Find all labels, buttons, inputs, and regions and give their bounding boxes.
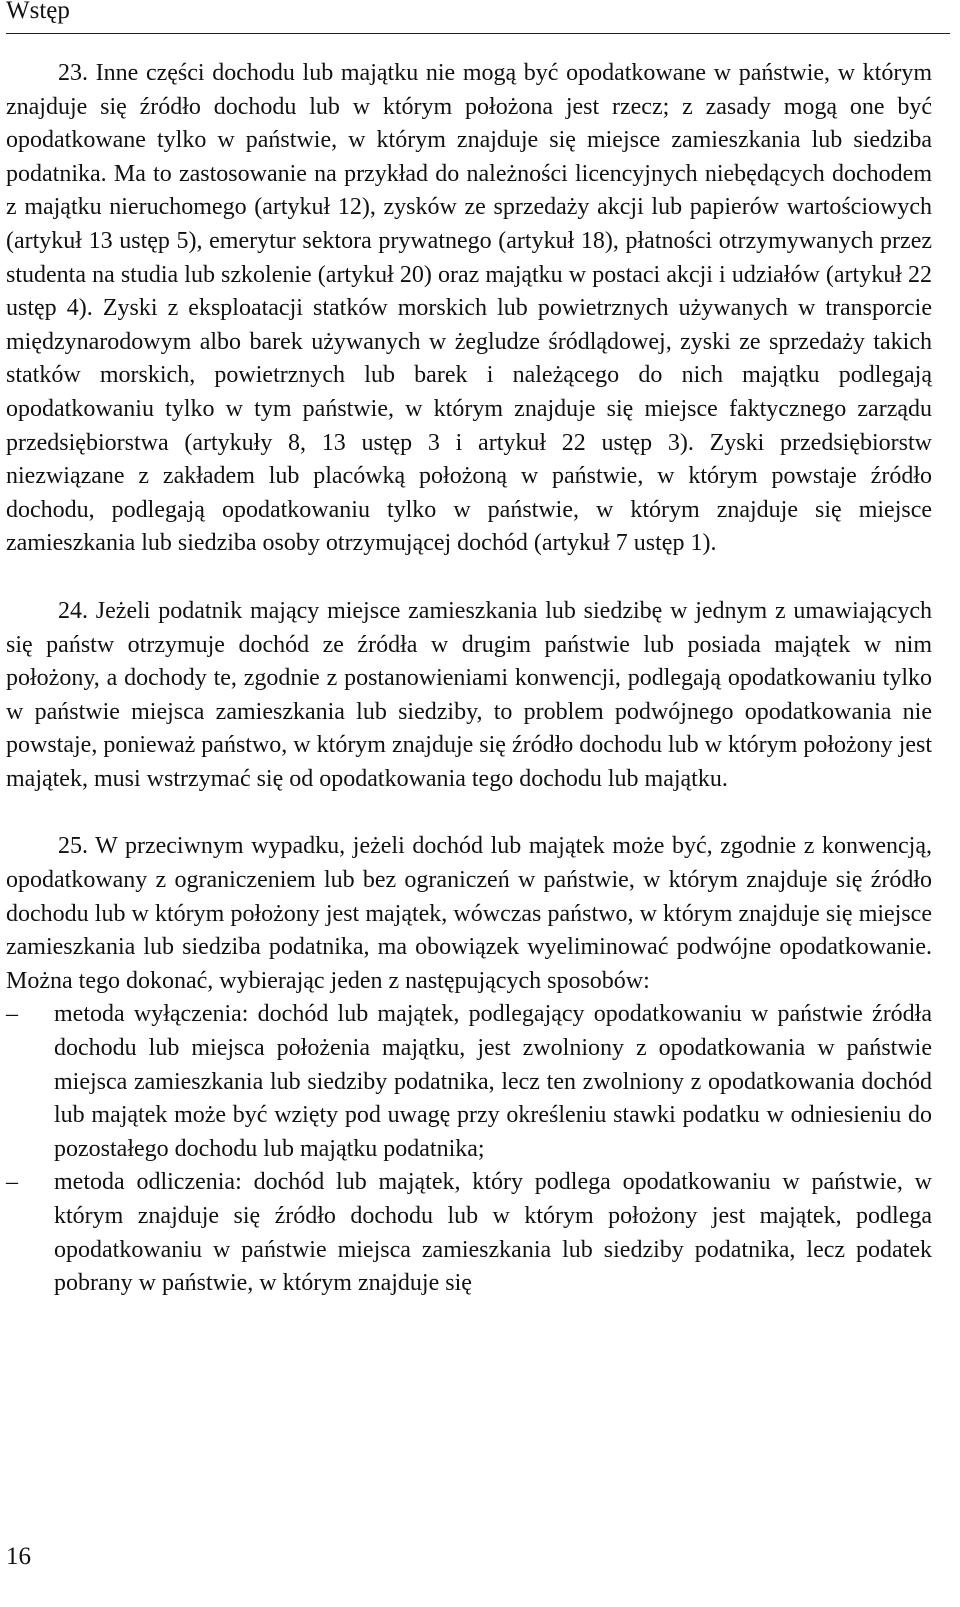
dash-bullet: – <box>6 1169 18 1196</box>
methods-list <box>6 998 932 1300</box>
running-head: Wstęp <box>6 0 70 24</box>
page-number: 16 <box>6 1543 31 1570</box>
paragraph-text: Jeżeli podatnik mający miejsce zamieszkania lub siedzibę w jednym z umawiających się państw otrzymuje dochód ze źródła w drugim państwie lub posiada majątek w nim położony, a dochody te, zgodnie z postanowieniami konwencji, podlegają opodatkowaniu tylko w państwie miejsca zamieszkania lub siedziby, to problem podwójnego opodatkowania nie powstaje, ponieważ państwo, w którym znajduje się źródło dochodu lub w którym położony jest majątek, musi wstrzymać się od opodatkowania tego dochodu lub majątku. <box>6 597 933 792</box>
dash-bullet: – <box>6 1001 18 1028</box>
paragraph-text: W przeciwnym wypadku, jeżeli dochód lub majątek może być, zgodnie z konwencją, opodatkowany z ograniczeniem lub bez ograniczeń w państwie, w którym znajduje się źródło dochodu lub w którym położony jest majątek, wówczas państwo, w którym znajduje się miejsce zamieszkania lub siedziba podatnika, ma obowiązek wyeliminować podwójne opodatkowanie. Można tego dokonać, wybierając jeden z następujących sposobów: <box>6 833 932 994</box>
list-item-credit-method <box>6 1166 932 1300</box>
paragraph-text: Inne części dochodu lub majątku nie mogą być opodatkowane w państwie, w którym znajduje się źródło dochodu lub w którym położona jest rzecz; z zasady mogą one być opodatkowane tylko w państwie, w którym znajduje się miejsce zamieszkania lub siedziba podatnika. Ma to zastosowanie na przykład do należności licencyjnych niebędących dochodem z majątku nieruchomego (artykuł 12), zysków ze sprzedaży akcji lub papierów wartościowych (artykuł 13 ustęp 5), emerytur sektora prywatnego (artykuł 18), płatności otrzymywanych przez studenta na studia lub szkolenie (artykuł 20) oraz majątku w postaci akcji i udziałów (artykuł 22 ustęp 4). Zyski z eksploatacji statków morskich lub powietrznych używanych w transporcie międzynarodowym albo barek używanych w żegludze śródlądowej, zyski ze sprzedaży takich statków morskich, powietrznych lub barek i należącego do nich majątku podlegają opodatkowaniu tylko w tym państwie, w którym znajduje się miejsce faktycznego zarządu przedsiębiorstwa (artykuły 8, 13 ustęp 3 i artykuł 22 ustęp 3). Zyski przedsiębiorstw niezwiązane z zakładem lub placówką położoną w państwie, w którym powstaje źródło dochodu, podlegają opodatkowaniu tylko w państwie, w którym znajduje się miejsce zamieszkania lub siedziba osoby otrzymującej dochód (artykuł 7 ustęp 1). <box>6 60 933 557</box>
paragraph-number: 25. <box>58 833 88 860</box>
paragraph-24 <box>6 595 932 797</box>
list-item-text: metoda odliczenia: dochód lub majątek, który podlega opodatkowaniu w państwie, w którym znajduje się źródło dochodu lub w którym położony jest majątek, podlega opodatkowaniu w państwie miejsca zamieszkania lub siedziby podatnika, lecz podatek pobrany w państwie, w którym znajduje się <box>54 1169 932 1297</box>
paragraph-25 <box>6 830 932 998</box>
list-item-text: metoda wyłączenia: dochód lub majątek, podlegający opodatkowaniu w państwie źródła dochodu lub miejsca położenia majątku, jest zwolniony z opodatkowania w państwie miejsca zamieszkania lub siedziby podatnika, lecz ten zwolniony z opodatkowania dochód lub majątek może być wzięty pod uwagę przy określeniu stawki podatku w odniesieniu do pozostałego dochodu lub majątku podatnika; <box>54 1001 932 1162</box>
header-rule <box>6 33 950 34</box>
paragraph-23 <box>6 57 932 561</box>
paragraph-number: 24. <box>58 597 88 624</box>
page-body <box>6 57 932 1301</box>
paragraph-number: 23. <box>58 60 88 86</box>
list-item-exemption-method <box>6 998 932 1166</box>
